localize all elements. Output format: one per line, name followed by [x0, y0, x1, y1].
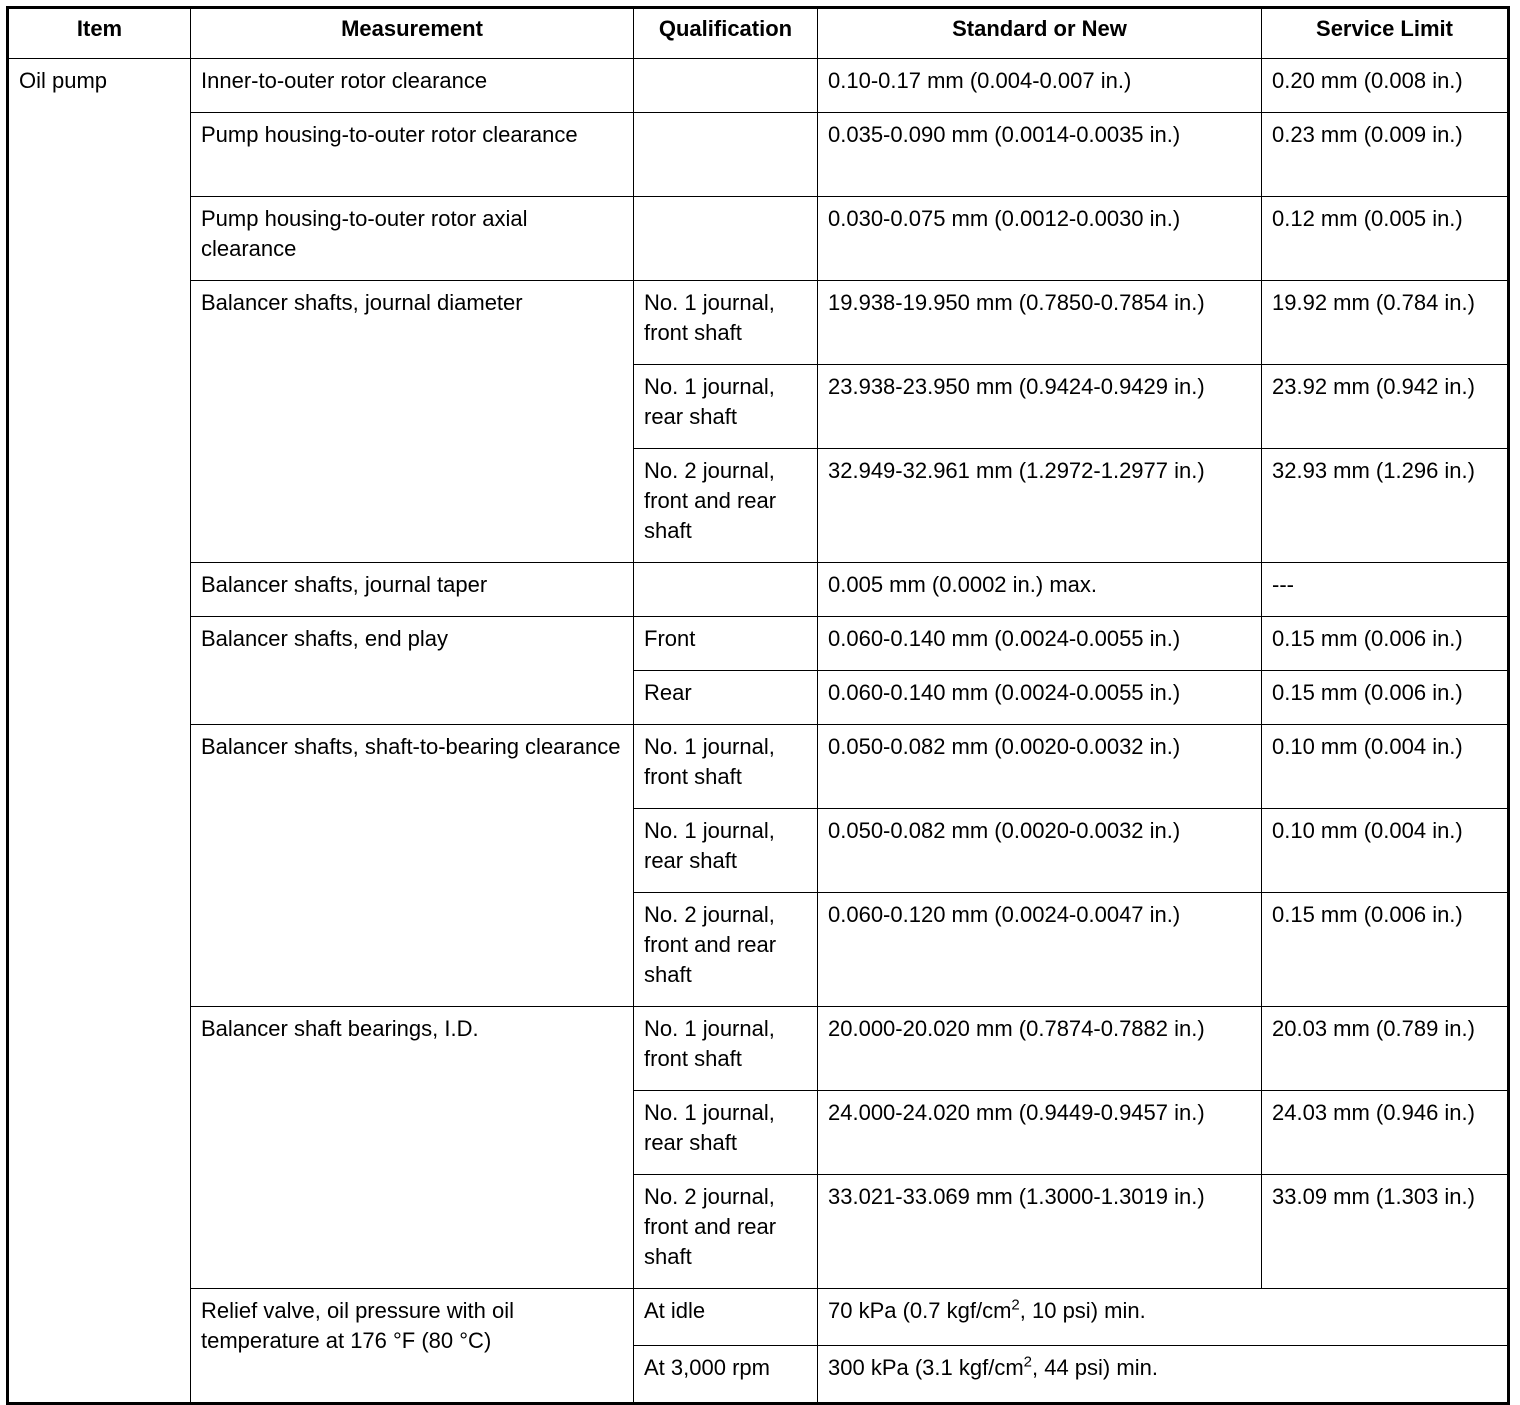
qualification-cell: Rear	[634, 671, 818, 725]
qualification-cell: No. 1 journal, rear shaft	[634, 1091, 818, 1175]
standard-cell: 20.000-20.020 mm (0.7874-0.7882 in.)	[818, 1007, 1262, 1091]
header-standard: Standard or New	[818, 8, 1262, 59]
header-item: Item	[8, 8, 191, 59]
service-limit-cell: 0.15 mm (0.006 in.)	[1262, 671, 1509, 725]
pressure-value-text: 300 kPa (3.1 kgf/cm	[828, 1355, 1024, 1380]
qualification-cell: At idle	[634, 1289, 818, 1346]
table-header-row	[8, 8, 1509, 59]
measurement-cell: Inner-to-outer rotor clearance	[191, 59, 634, 113]
table-row	[8, 725, 1509, 809]
table-row	[8, 563, 1509, 617]
service-limit-cell: 32.93 mm (1.296 in.)	[1262, 449, 1509, 563]
service-limit-cell: 0.10 mm (0.004 in.)	[1262, 809, 1509, 893]
standard-cell: 0.035-0.090 mm (0.0014-0.0035 in.)	[818, 113, 1262, 197]
qualification-cell: No. 1 journal, front shaft	[634, 1007, 818, 1091]
standard-cell: 0.050-0.082 mm (0.0020-0.0032 in.)	[818, 809, 1262, 893]
qualification-cell: Front	[634, 617, 818, 671]
service-limit-cell: 0.10 mm (0.004 in.)	[1262, 725, 1509, 809]
service-limit-cell: 20.03 mm (0.789 in.)	[1262, 1007, 1509, 1091]
measurement-cell: Balancer shafts, journal taper	[191, 563, 634, 617]
measurement-cell: Relief valve, oil pressure with oil temperature at 176 °F (80 °C)	[191, 1289, 634, 1404]
qualification-cell: No. 1 journal, rear shaft	[634, 365, 818, 449]
qualification-cell	[634, 59, 818, 113]
qualification-cell: No. 2 journal, front and rear shaft	[634, 1175, 818, 1289]
service-limit-cell: 33.09 mm (1.303 in.)	[1262, 1175, 1509, 1289]
standard-cell: 0.050-0.082 mm (0.0020-0.0032 in.)	[818, 725, 1262, 809]
measurement-cell: Balancer shafts, shaft-to-bearing clearance	[191, 725, 634, 1007]
qualification-cell: No. 1 journal, front shaft	[634, 281, 818, 365]
qualification-cell: No. 2 journal, front and rear shaft	[634, 893, 818, 1007]
measurement-cell: Balancer shafts, journal diameter	[191, 281, 634, 563]
qualification-cell: No. 2 journal, front and rear shaft	[634, 449, 818, 563]
pressure-value-text: , 44 psi) min.	[1032, 1355, 1158, 1380]
superscript: 2	[1011, 1296, 1020, 1314]
service-limit-cell: 0.12 mm (0.005 in.)	[1262, 197, 1509, 281]
standard-cell: 0.030-0.075 mm (0.0012-0.0030 in.)	[818, 197, 1262, 281]
measurement-cell: Balancer shaft bearings, I.D.	[191, 1007, 634, 1289]
table-row	[8, 1289, 1509, 1346]
superscript: 2	[1023, 1353, 1032, 1371]
standard-cell: 19.938-19.950 mm (0.7850-0.7854 in.)	[818, 281, 1262, 365]
standard-cell: 32.949-32.961 mm (1.2972-1.2977 in.)	[818, 449, 1262, 563]
service-limit-cell: 23.92 mm (0.942 in.)	[1262, 365, 1509, 449]
pressure-value-text: 70 kPa (0.7 kgf/cm	[828, 1298, 1012, 1323]
service-limit-cell: 0.15 mm (0.006 in.)	[1262, 893, 1509, 1007]
qualification-cell	[634, 563, 818, 617]
service-limit-cell: 19.92 mm (0.784 in.)	[1262, 281, 1509, 365]
table-row	[8, 281, 1509, 365]
qualification-cell: No. 1 journal, rear shaft	[634, 809, 818, 893]
service-limit-cell: ---	[1262, 563, 1509, 617]
service-limit-cell: 0.23 mm (0.009 in.)	[1262, 113, 1509, 197]
header-service-limit: Service Limit	[1262, 8, 1509, 59]
pressure-value-cell	[818, 1346, 1509, 1404]
qualification-cell: No. 1 journal, front shaft	[634, 725, 818, 809]
pressure-value-text: , 10 psi) min.	[1019, 1298, 1146, 1323]
standard-cell: 0.10-0.17 mm (0.004-0.007 in.)	[818, 59, 1262, 113]
qualification-cell	[634, 197, 818, 281]
standard-cell: 0.060-0.140 mm (0.0024-0.0055 in.)	[818, 671, 1262, 725]
table-row	[8, 59, 1509, 113]
header-qualification: Qualification	[634, 8, 818, 59]
table-row	[8, 197, 1509, 281]
standard-cell: 24.000-24.020 mm (0.9449-0.9457 in.)	[818, 1091, 1262, 1175]
standard-cell: 0.060-0.120 mm (0.0024-0.0047 in.)	[818, 893, 1262, 1007]
standard-cell: 23.938-23.950 mm (0.9424-0.9429 in.)	[818, 365, 1262, 449]
service-limit-cell: 24.03 mm (0.946 in.)	[1262, 1091, 1509, 1175]
measurement-cell: Balancer shafts, end play	[191, 617, 634, 725]
table-row	[8, 1007, 1509, 1091]
service-limit-cell: 0.15 mm (0.006 in.)	[1262, 617, 1509, 671]
table-row	[8, 617, 1509, 671]
pressure-value-cell	[818, 1289, 1509, 1346]
measurement-cell: Pump housing-to-outer rotor clearance	[191, 113, 634, 197]
standard-cell: 0.005 mm (0.0002 in.) max.	[818, 563, 1262, 617]
standard-cell: 33.021-33.069 mm (1.3000-1.3019 in.)	[818, 1175, 1262, 1289]
header-measurement: Measurement	[191, 8, 634, 59]
qualification-cell: At 3,000 rpm	[634, 1346, 818, 1404]
measurement-cell: Pump housing-to-outer rotor axial clearance	[191, 197, 634, 281]
qualification-cell	[634, 113, 818, 197]
specification-table	[6, 6, 1510, 1405]
table-row	[8, 113, 1509, 197]
item-cell: Oil pump	[8, 59, 191, 1404]
service-limit-cell: 0.20 mm (0.008 in.)	[1262, 59, 1509, 113]
standard-cell: 0.060-0.140 mm (0.0024-0.0055 in.)	[818, 617, 1262, 671]
